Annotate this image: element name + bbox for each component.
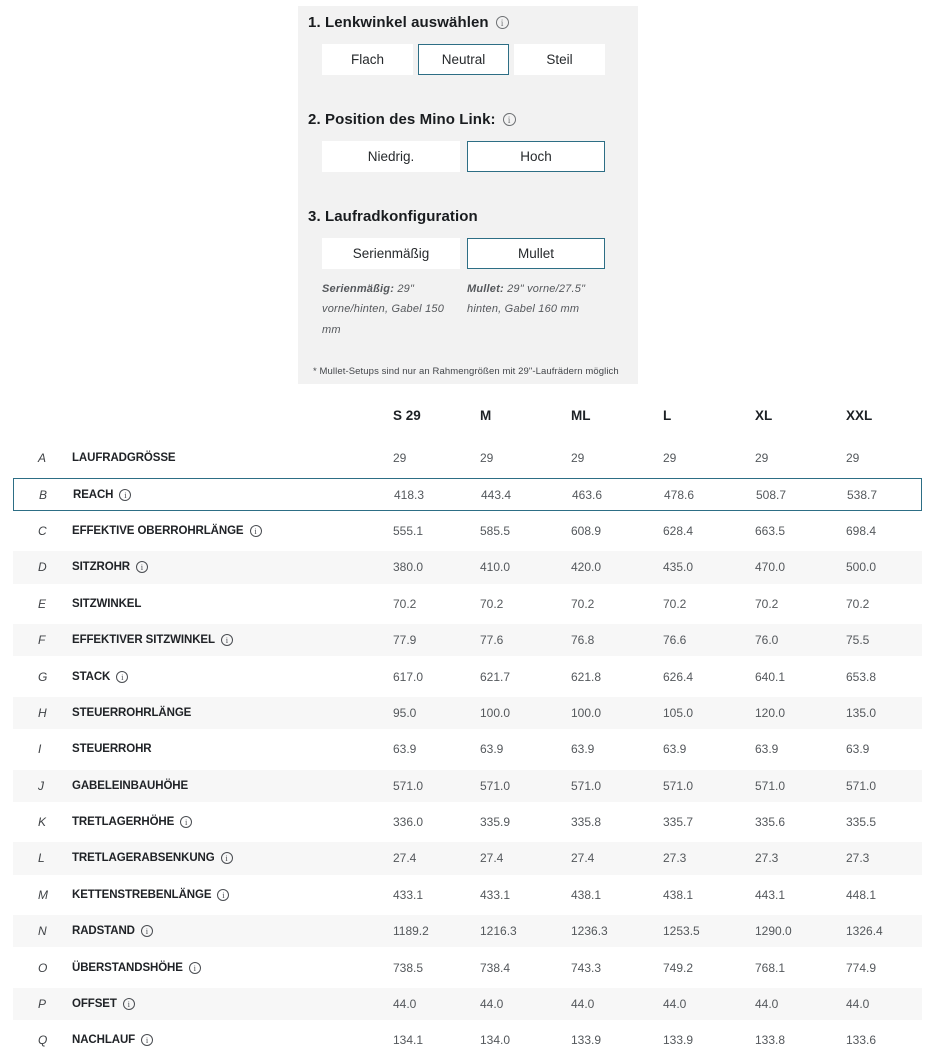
option-steil[interactable]: Steil xyxy=(514,44,605,75)
option-hoch[interactable]: Hoch xyxy=(467,141,605,172)
section-title: 1. Lenkwinkel auswählen xyxy=(308,14,489,31)
row-value: 443.1 xyxy=(755,887,786,902)
table-row-f[interactable] xyxy=(13,624,922,656)
table-row-b[interactable] xyxy=(13,478,922,510)
row-value: 621.7 xyxy=(480,669,511,684)
row-value: 500.0 xyxy=(846,560,877,575)
desc-serienmaessig: Serienmäßig: 29" vorne/hinten, Gabel 150 mm xyxy=(322,283,445,336)
info-icon[interactable]: i xyxy=(503,113,516,126)
info-icon[interactable]: i xyxy=(116,671,128,683)
row-label: TRETLAGERABSENKUNG xyxy=(72,852,215,865)
row-value: 100.0 xyxy=(480,705,511,720)
row-value: 134.1 xyxy=(393,1033,424,1048)
row-value: 410.0 xyxy=(480,560,511,575)
row-value: 585.5 xyxy=(480,523,511,538)
row-value: 70.2 xyxy=(393,596,417,611)
row-value: 29 xyxy=(755,451,769,466)
row-value: 608.9 xyxy=(571,523,602,538)
row-label: LAUFRADGRÖSSE xyxy=(72,452,176,465)
info-icon[interactable]: i xyxy=(217,889,229,901)
row-value: 29 xyxy=(571,451,585,466)
column-header-s-29: S 29 xyxy=(393,407,421,423)
row-value: 335.7 xyxy=(663,815,694,830)
info-icon[interactable]: i xyxy=(119,489,131,501)
info-icon[interactable]: i xyxy=(180,816,192,828)
row-value: 133.6 xyxy=(846,1033,877,1048)
row-label: NACHLAUF xyxy=(72,1034,136,1047)
info-icon[interactable]: i xyxy=(496,16,509,29)
row-letter: C xyxy=(38,523,47,538)
row-value: 63.9 xyxy=(755,742,779,757)
row-letter: M xyxy=(38,887,48,902)
row-value: 571.0 xyxy=(393,778,424,793)
row-label: EFFEKTIVER SITZWINKEL xyxy=(72,634,215,647)
row-value: 100.0 xyxy=(571,705,602,720)
table-row-m[interactable] xyxy=(13,879,922,911)
row-value: 335.9 xyxy=(480,815,511,830)
row-value: 1326.4 xyxy=(846,924,883,939)
row-letter: H xyxy=(38,705,47,720)
info-icon[interactable]: i xyxy=(141,1034,153,1046)
column-header-xl: XL xyxy=(755,407,773,423)
row-letter: G xyxy=(38,669,48,684)
column-header-m: M xyxy=(480,407,492,423)
row-value: 738.5 xyxy=(393,960,424,975)
geometry-table xyxy=(13,398,922,1057)
info-icon[interactable]: i xyxy=(141,925,153,937)
row-value: 738.4 xyxy=(480,960,511,975)
row-label: TRETLAGERHÖHE xyxy=(72,816,175,829)
row-value: 478.6 xyxy=(664,487,695,502)
row-letter: E xyxy=(38,596,47,611)
row-value: 1290.0 xyxy=(755,924,792,939)
row-value: 44.0 xyxy=(846,997,870,1012)
info-icon[interactable]: i xyxy=(189,962,201,974)
row-value: 70.2 xyxy=(480,596,504,611)
row-value: 133.9 xyxy=(663,1033,694,1048)
row-value: 617.0 xyxy=(393,669,424,684)
table-row-g[interactable] xyxy=(13,660,922,692)
row-value: 433.1 xyxy=(393,887,424,902)
row-value: 555.1 xyxy=(393,523,424,538)
row-value: 653.8 xyxy=(846,669,877,684)
row-label: SITZWINKEL xyxy=(72,597,142,610)
row-value: 1189.2 xyxy=(393,924,429,939)
row-value: 508.7 xyxy=(756,487,787,502)
row-letter: I xyxy=(38,742,42,757)
row-label: ÜBERSTANDSHÖHE xyxy=(72,961,183,974)
row-letter: O xyxy=(38,960,48,975)
row-value: 77.6 xyxy=(480,633,504,648)
row-value: 44.0 xyxy=(480,997,504,1012)
row-value: 438.1 xyxy=(571,887,602,902)
row-value: 44.0 xyxy=(755,997,779,1012)
table-row-e[interactable] xyxy=(13,588,922,620)
row-value: 27.4 xyxy=(393,851,417,866)
info-icon[interactable]: i xyxy=(221,634,233,646)
row-value: 27.4 xyxy=(571,851,595,866)
row-value: 75.5 xyxy=(846,633,870,648)
row-label: STACK xyxy=(72,670,111,683)
row-value: 133.9 xyxy=(571,1033,602,1048)
row-value: 418.3 xyxy=(394,487,425,502)
desc-mullet: Mullet: 29" vorne/27.5" hinten, Gabel 160 mm xyxy=(467,283,586,316)
laufrad-options xyxy=(322,238,630,269)
row-value: 77.9 xyxy=(393,633,417,648)
row-value: 70.2 xyxy=(846,596,870,611)
info-icon[interactable]: i xyxy=(123,998,135,1010)
row-value: 749.2 xyxy=(663,960,694,975)
info-icon[interactable]: i xyxy=(136,561,148,573)
info-icon[interactable]: i xyxy=(221,852,233,864)
row-value: 1236.3 xyxy=(571,924,608,939)
row-value: 44.0 xyxy=(571,997,595,1012)
row-value: 774.9 xyxy=(846,960,877,975)
row-value: 571.0 xyxy=(663,778,694,793)
row-letter: B xyxy=(39,487,48,502)
row-value: 27.4 xyxy=(480,851,504,866)
row-letter: Q xyxy=(38,1033,48,1048)
row-value: 336.0 xyxy=(393,815,424,830)
row-value: 621.8 xyxy=(571,669,602,684)
row-letter: L xyxy=(38,851,45,866)
row-value: 29 xyxy=(480,451,494,466)
row-value: 70.2 xyxy=(663,596,687,611)
option-mullet[interactable]: Mullet xyxy=(467,238,605,269)
row-value: 1216.3 xyxy=(480,924,517,939)
row-value: 76.8 xyxy=(571,633,595,648)
row-value: 76.6 xyxy=(663,633,687,648)
row-value: 63.9 xyxy=(846,742,870,757)
row-value: 27.3 xyxy=(663,851,687,866)
table-row-h[interactable] xyxy=(13,697,922,729)
row-label: GABELEINBAUHÖHE xyxy=(72,779,189,792)
row-value: 538.7 xyxy=(847,487,878,502)
row-value: 420.0 xyxy=(571,560,602,575)
mullet-footnote: * Mullet-Setups sind nur an Rahmengrößen mit 29"-Laufrädern möglich xyxy=(313,366,619,378)
row-value: 438.1 xyxy=(663,887,694,902)
row-value: 470.0 xyxy=(755,560,786,575)
row-label: OFFSET xyxy=(72,998,117,1011)
option-niedrig[interactable]: Niedrig. xyxy=(322,141,460,172)
geo-table-header xyxy=(13,398,922,432)
lenkwinkel-options xyxy=(322,44,630,75)
row-value: 443.4 xyxy=(481,487,512,502)
row-label: EFFEKTIVE OBERROHRLÄNGE xyxy=(72,524,244,537)
row-letter: D xyxy=(38,560,47,575)
row-label: REACH xyxy=(73,488,114,501)
section-title: 2. Position des Mino Link: xyxy=(308,111,496,128)
info-icon[interactable]: i xyxy=(250,525,262,537)
row-value: 27.3 xyxy=(846,851,870,866)
row-value: 134.0 xyxy=(480,1033,511,1048)
option-serienm-ig[interactable]: Serienmäßig xyxy=(322,238,460,269)
row-value: 335.6 xyxy=(755,815,786,830)
row-letter: N xyxy=(38,924,47,939)
row-letter: K xyxy=(38,815,47,830)
row-value: 44.0 xyxy=(393,997,417,1012)
row-label: RADSTAND xyxy=(72,925,135,938)
row-value: 63.9 xyxy=(393,742,417,757)
row-value: 95.0 xyxy=(393,705,417,720)
row-value: 29 xyxy=(846,451,860,466)
section-title: 3. Laufradkonfiguration xyxy=(308,208,478,225)
row-value: 571.0 xyxy=(755,778,786,793)
table-row-o[interactable] xyxy=(13,951,922,983)
row-value: 29 xyxy=(393,451,407,466)
row-value: 76.0 xyxy=(755,633,779,648)
wheel-config-descriptions xyxy=(322,279,630,340)
row-value: 70.2 xyxy=(755,596,779,611)
row-value: 743.3 xyxy=(571,960,602,975)
row-label: STEUERROHRLÄNGE xyxy=(72,706,192,719)
row-value: 628.4 xyxy=(663,523,694,538)
row-value: 63.9 xyxy=(571,742,595,757)
option-neutral[interactable]: Neutral xyxy=(418,44,509,75)
row-value: 335.5 xyxy=(846,815,877,830)
row-value: 63.9 xyxy=(480,742,504,757)
row-label: STEUERROHR xyxy=(72,743,152,756)
table-row-k[interactable] xyxy=(13,806,922,838)
section-heading-mino-link xyxy=(308,111,630,128)
row-value: 571.0 xyxy=(846,778,877,793)
row-value: 120.0 xyxy=(755,705,786,720)
row-letter: A xyxy=(38,451,47,466)
row-letter: J xyxy=(38,778,44,793)
table-row-l[interactable] xyxy=(13,842,922,874)
table-row-p[interactable] xyxy=(13,988,922,1020)
row-label: KETTENSTREBENLÄNGE xyxy=(72,888,212,901)
row-value: 27.3 xyxy=(755,851,779,866)
row-letter: F xyxy=(38,633,46,648)
row-value: 640.1 xyxy=(755,669,786,684)
row-value: 29 xyxy=(663,451,677,466)
table-row-i[interactable] xyxy=(13,733,922,765)
row-value: 463.6 xyxy=(572,487,603,502)
row-value: 571.0 xyxy=(571,778,602,793)
row-value: 335.8 xyxy=(571,815,602,830)
row-value: 768.1 xyxy=(755,960,786,975)
table-row-d[interactable] xyxy=(13,551,922,583)
section-heading-laufradkonfiguration xyxy=(308,208,630,225)
table-row-n[interactable] xyxy=(13,915,922,947)
table-row-a[interactable] xyxy=(13,442,922,474)
row-letter: P xyxy=(38,997,47,1012)
geo-table-body xyxy=(13,442,922,1057)
option-flach[interactable]: Flach xyxy=(322,44,413,75)
geometry-configurator-panel xyxy=(298,6,638,384)
row-value: 135.0 xyxy=(846,705,877,720)
row-value: 448.1 xyxy=(846,887,877,902)
table-row-q[interactable] xyxy=(13,1024,922,1056)
row-value: 433.1 xyxy=(480,887,511,902)
row-value: 105.0 xyxy=(663,705,694,720)
row-value: 44.0 xyxy=(663,997,687,1012)
row-value: 133.8 xyxy=(755,1033,786,1048)
table-row-j[interactable] xyxy=(13,770,922,802)
mino-link-options xyxy=(322,141,630,172)
column-header-ml: ML xyxy=(571,407,591,423)
row-value: 1253.5 xyxy=(663,924,700,939)
row-value: 663.5 xyxy=(755,523,786,538)
column-header-xxl: XXL xyxy=(846,407,873,423)
row-label: SITZROHR xyxy=(72,561,130,574)
column-header-l: L xyxy=(663,407,672,423)
row-value: 571.0 xyxy=(480,778,511,793)
row-value: 435.0 xyxy=(663,560,694,575)
row-value: 63.9 xyxy=(663,742,687,757)
row-value: 698.4 xyxy=(846,523,877,538)
row-value: 70.2 xyxy=(571,596,595,611)
table-row-c[interactable] xyxy=(13,515,922,547)
row-value: 380.0 xyxy=(393,560,424,575)
row-value: 626.4 xyxy=(663,669,694,684)
section-heading-lenkwinkel xyxy=(308,14,630,31)
